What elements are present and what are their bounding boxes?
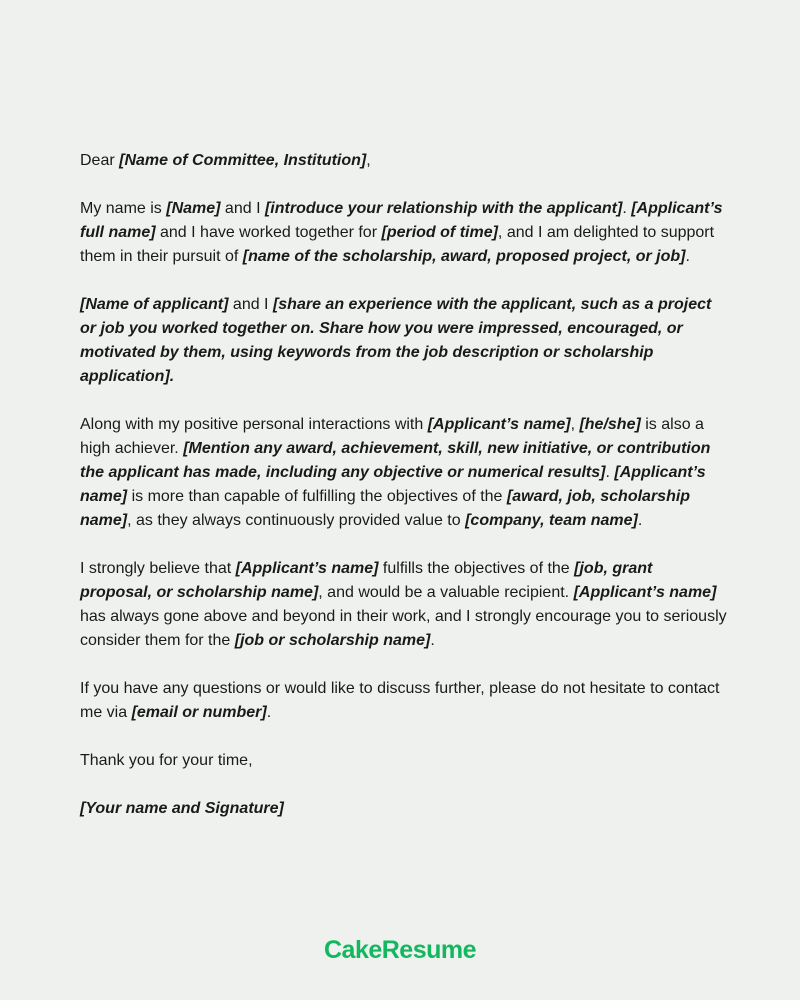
contact-paragraph bbox=[80, 677, 728, 725]
letter-text: . bbox=[266, 704, 272, 721]
letter-text: and I bbox=[220, 200, 265, 217]
letter-text: has always gone above and beyond in their work, and I strongly encourage you to seriously consider them for the bbox=[80, 608, 727, 649]
letter-text: . bbox=[685, 248, 690, 265]
letter-text: fulfills the objectives of the bbox=[378, 560, 575, 577]
letter-text: and I bbox=[228, 296, 273, 313]
letter-text: Along with my positive personal interactions with bbox=[80, 416, 428, 433]
placeholder-text: [Mention any award, achievement, skill, new initiative, or contribution the applicant has made, including any objective or numerical results] bbox=[80, 440, 711, 481]
recommendation-paragraph bbox=[80, 557, 728, 653]
letter-text: is also a high achiever. bbox=[80, 416, 704, 457]
placeholder-text: [Applicant’s name] bbox=[573, 584, 717, 601]
letter-text: If you have any questions or would like to discuss further, please do not hesitate to contact me via bbox=[80, 680, 720, 721]
letter-text: My name is bbox=[80, 200, 167, 217]
letter-text: , and would be a valuable recipient. bbox=[318, 584, 574, 601]
placeholder-text: [Name] bbox=[166, 200, 221, 217]
placeholder-text: [Applicant’s name] bbox=[80, 464, 706, 505]
letter-text: . bbox=[637, 512, 643, 529]
achievement-paragraph bbox=[80, 413, 728, 533]
letter-text: , bbox=[570, 416, 580, 433]
letter-text: I strongly believe that bbox=[80, 560, 236, 577]
placeholder-text: [Your name and Signature] bbox=[80, 800, 284, 817]
letter-text: is more than capable of fulfilling the objectives of the bbox=[127, 488, 507, 505]
closing bbox=[80, 749, 728, 773]
letter-text: . bbox=[622, 200, 632, 217]
letter-text: , and I am delighted to support them in their pursuit of bbox=[80, 224, 715, 265]
placeholder-text: [Name of applicant] bbox=[80, 296, 229, 313]
letter-text: , as they always continuously provided value to bbox=[127, 512, 466, 529]
intro-paragraph bbox=[80, 197, 728, 269]
placeholder-text: [job, grant proposal, or scholarship name] bbox=[80, 560, 653, 601]
placeholder-text: [he/she] bbox=[579, 416, 641, 433]
placeholder-text: [award, job, scholarship name] bbox=[80, 488, 691, 529]
letter-text: . bbox=[430, 632, 435, 649]
placeholder-text: [job or scholarship name] bbox=[234, 632, 431, 649]
letter-text: Thank you for your time, bbox=[80, 752, 253, 769]
signature bbox=[80, 797, 728, 821]
letter-text: . bbox=[605, 464, 615, 481]
placeholder-text: [Applicant’s name] bbox=[235, 560, 379, 577]
placeholder-text: [Applicant’s name] bbox=[427, 416, 571, 433]
placeholder-text: [email or number] bbox=[131, 704, 267, 721]
letter-text: , bbox=[366, 152, 371, 169]
placeholder-text: [Name of Committee, Institution] bbox=[119, 152, 367, 169]
placeholder-text: [introduce your relationship with the applicant] bbox=[264, 200, 623, 217]
letter-text: and I have worked together for bbox=[155, 224, 382, 241]
experience-paragraph bbox=[80, 293, 728, 389]
letter-text: Dear bbox=[80, 152, 120, 169]
salutation bbox=[80, 149, 728, 173]
placeholder-text: [period of time] bbox=[381, 224, 498, 241]
letter-body bbox=[80, 149, 728, 821]
placeholder-text: [name of the scholarship, award, proposed project, or job] bbox=[242, 248, 686, 265]
placeholder-text: [Applicant’s full name] bbox=[80, 200, 723, 241]
placeholder-text: [company, team name] bbox=[465, 512, 638, 529]
cakeresume-logo: CakeResume bbox=[323, 936, 477, 964]
placeholder-text: [share an experience with the applicant, such as a project or job you worked together on. Share how you were impressed, encouraged, or motivated by them, using keywords from the job description or scholarship application]. bbox=[80, 296, 712, 385]
